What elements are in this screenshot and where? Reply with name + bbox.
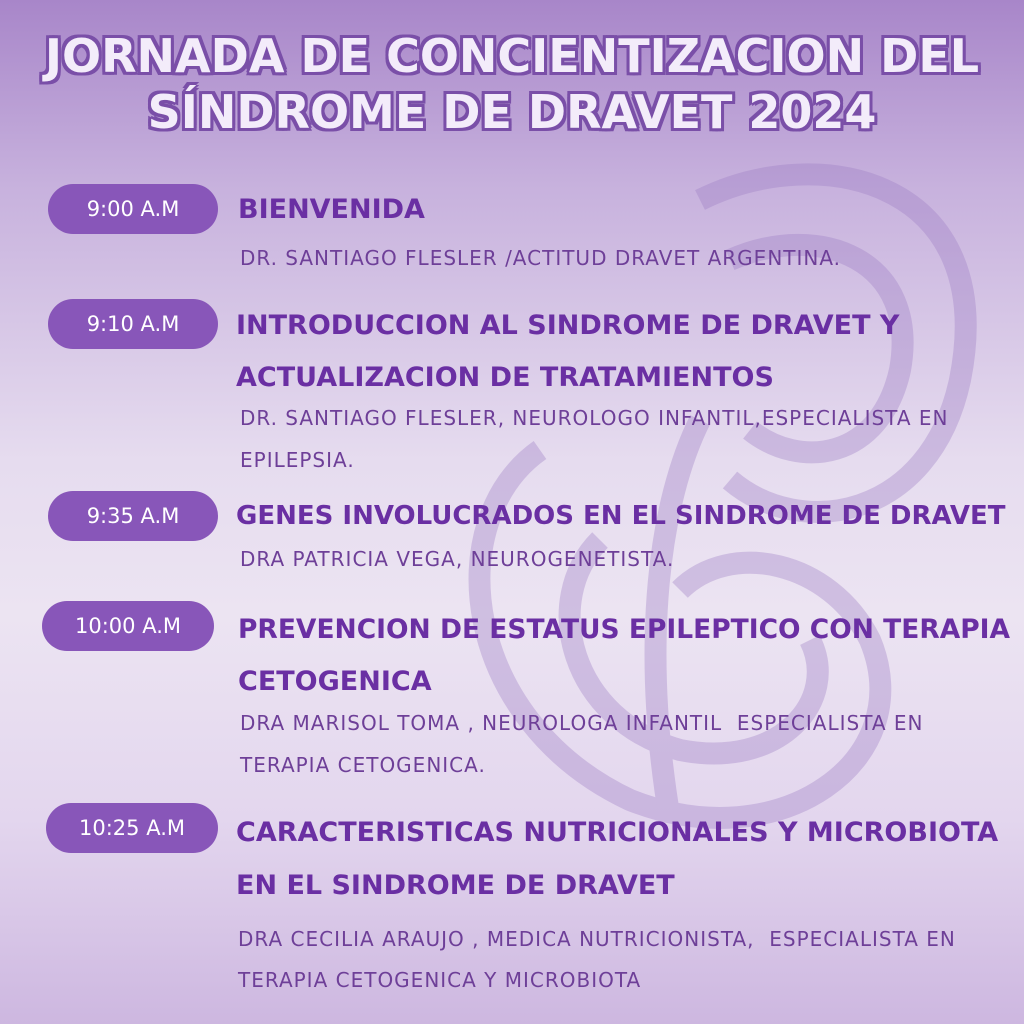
title-line-2: SÍNDROME DE DRAVET 2024	[147, 85, 877, 139]
time-badge-2: 9:10 A.M	[48, 299, 218, 349]
agenda-heading-4a: PREVENCION DE ESTATUS EPILEPTICO CON TERAPIA	[238, 614, 1011, 645]
agenda-heading-3: GENES INVOLUCRADOS EN EL SINDROME DE DRAVET	[236, 501, 1006, 531]
agenda-heading-5a: CARACTERISTICAS NUTRICIONALES Y MICROBIOTA	[236, 817, 999, 848]
time-badge-3: 9:35 A.M	[48, 491, 218, 541]
agenda-heading-5b: EN EL SINDROME DE DRAVET	[236, 870, 675, 901]
agenda-speaker-3: DRA PATRICIA VEGA, NEUROGENETISTA.	[240, 547, 675, 571]
agenda-heading-4b: CETOGENICA	[238, 666, 432, 697]
agenda-speaker-2b: EPILEPSIA.	[240, 448, 355, 472]
agenda-speaker-2a: DR. SANTIAGO FLESLER, NEUROLOGO INFANTIL,ESPECIALISTA EN	[240, 406, 949, 430]
agenda-speaker-4a: DRA MARISOL TOMA , NEUROLOGA INFANTIL ESPECIALISTA EN	[240, 711, 924, 735]
title-line-1: JORNADA DE CONCIENTIZACION DEL	[44, 29, 980, 83]
agenda-speaker-5b: TERAPIA CETOGENICA Y MICROBIOTA	[238, 968, 642, 992]
agenda-speaker-1: DR. SANTIAGO FLESLER /ACTITUD DRAVET ARGENTINA.	[240, 246, 842, 270]
agenda-speaker-5a: DRA CECILIA ARAUJO , MEDICA NUTRICIONISTA, ESPECIALISTA EN	[238, 927, 956, 951]
agenda-heading-2b: ACTUALIZACION DE TRATAMIENTOS	[236, 362, 774, 393]
agenda-speaker-4b: TERAPIA CETOGENICA.	[240, 753, 486, 777]
page-title	[0, 28, 1024, 140]
time-badge-4: 10:00 A.M	[42, 601, 214, 651]
agenda-heading-1: BIENVENIDA	[238, 194, 425, 225]
time-badge-5: 10:25 A.M	[46, 803, 218, 853]
agenda-heading-2a: INTRODUCCION AL SINDROME DE DRAVET Y	[236, 310, 900, 341]
time-badge-1: 9:00 A.M	[48, 184, 218, 234]
